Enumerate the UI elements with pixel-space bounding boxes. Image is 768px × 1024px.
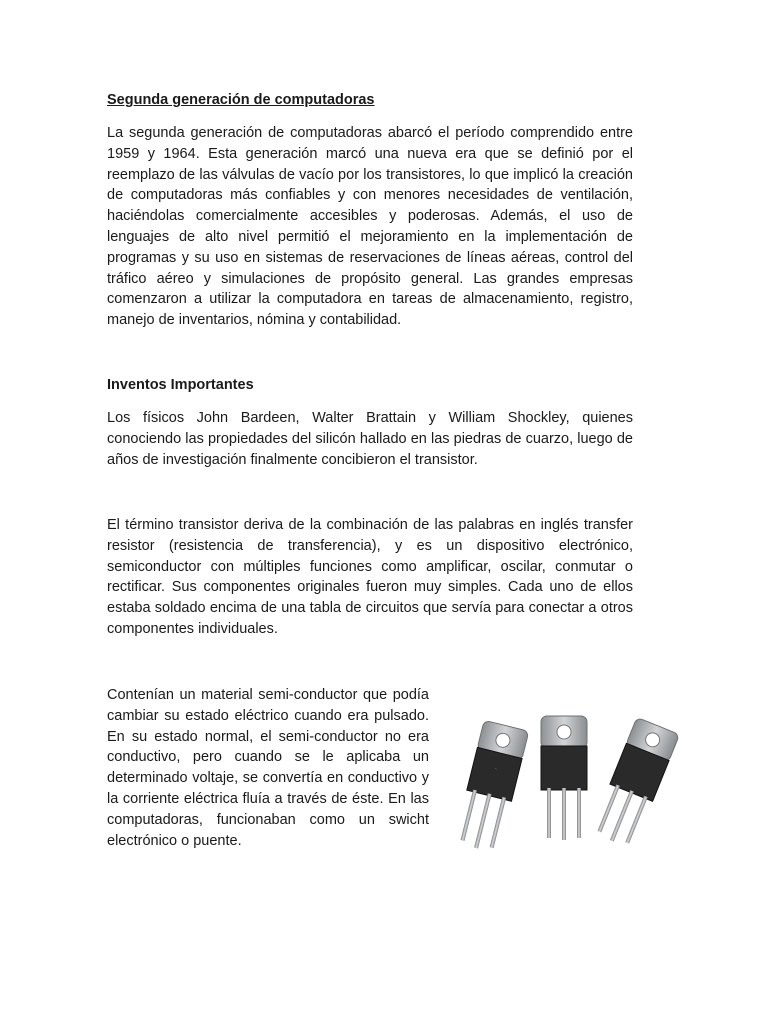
paragraph-semiconductor: Contenían un material semi-conductor que podía cambiar su estado eléctrico cuando era pulsado. En su estado normal, el semi-conductor no era conductivo, pero cuando se le aplicaba un determinado voltaje, se convertía en conductivo y la corriente eléctrica fluía a través de éste. En las computadoras, funcionaban como un swicht electrónico o puente. [107,687,429,849]
svg-text:~: ~ [493,766,498,773]
section-title-inventos: Inventos Importantes [107,377,254,393]
transistors-image [443,686,686,874]
paragraph-segunda-generacion: La segunda generación de computadoras abarcó el período comprendido entre 1959 y 1964. Esta generación marcó una nueva era que se definió por el reemplazo de las válvulas de vacío por los transistores, lo que implicó la creación de computadoras más confiables y con menores necesidades de ventilación, haciéndolas comercialmente accesibles y poderosas. Además, el uso de lenguajes de alto nivel permitió el mejoramiento en la implementación de programas y su uso en sistemas de reservaciones de líneas aéreas, control del tráfico aéreo y simulaciones de propósito general. Las grandes empresas comenzaron a utilizar la computadora en tareas de almacenamiento, registro, manejo de inventarios, nómina y contabilidad. [107,125,633,329]
transistor-left [454,720,529,853]
transistor-right [590,717,679,849]
paragraph-termino-transistor: El término transistor deriva de la combinación de las palabras en inglés transfer resistor (resistencia de transferencia), y es un dispositivo electrónico, semiconductor con múltiples funciones como amplificar, oscilar, conmutar o rectificar. Sus componentes originales fueron muy simples. Cada uno de ellos estaba soldado encima de una tabla de circuitos que servía para conectar a otros componentes individuales. [107,517,633,637]
section-title-segunda-generacion: Segunda generación de computadoras [107,92,375,108]
transistor-middle [541,716,587,840]
transistor-photo [443,686,686,874]
paragraph-fisicos: Los físicos John Bardeen, Walter Brattain y William Shockley, quienes conociendo las propiedades del silicón hallado en las piedras de cuarzo, luego de años de investigación finalmente concibieron el transistor. [107,410,633,468]
